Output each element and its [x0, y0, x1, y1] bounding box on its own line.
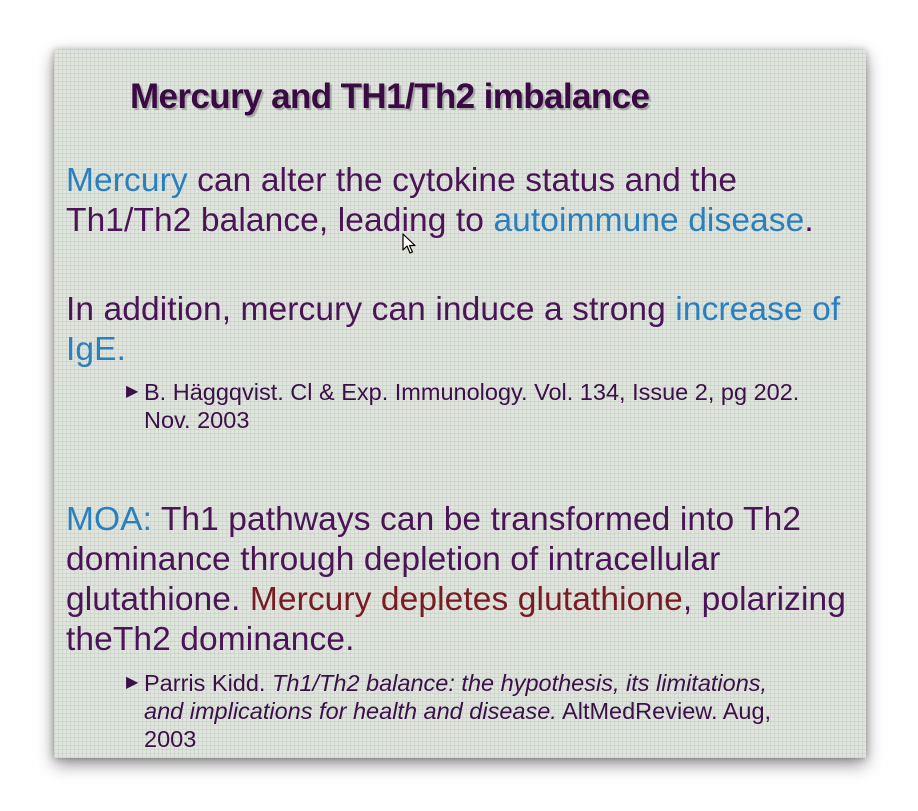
paragraph2-text: In addition, mercury can induce a strong [66, 291, 676, 328]
paragraph-ige [66, 290, 846, 370]
mouse-pointer-icon [402, 233, 416, 255]
paragraph1-period: . [804, 202, 814, 239]
reference1-text: B. Häggqvist. Cl & Exp. Immunology. Vol. 134, Issue 2, pg 202. Nov. 2003 [144, 379, 800, 433]
triangle-bullet-icon: ▶ [126, 674, 139, 691]
paragraph-moa [66, 500, 856, 660]
presentation-slide [54, 50, 866, 758]
reference2-author: Parris Kidd. [144, 670, 272, 696]
reference-kidd [126, 669, 786, 753]
highlight-ige: increase of IgE. [66, 291, 841, 368]
reference2-title: Th1/Th2 balance: the hypothesis, its limitations, and implications for health and disease. [144, 670, 768, 724]
triangle-bullet-icon: ▶ [126, 383, 139, 400]
slide-title: Mercury and TH1/Th2 imbalance [130, 77, 650, 116]
paragraph3-end: , polarizing theTh2 dominance. [66, 581, 847, 658]
highlight-autoimmune-disease: autoimmune disease [493, 202, 805, 239]
paragraph3-text: Th1 pathways can be transformed into Th2 dominance through depletion of intracellular glutathione. [66, 501, 802, 618]
paragraph1-text: can alter the cytokine status and the Th1/Th2 balance, leading to [66, 162, 738, 239]
highlight-moa: MOA: [66, 501, 153, 538]
highlight-mercury-depletes-glutathione: Mercury depletes glutathione [249, 581, 683, 618]
reference2-source: AltMedReview. Aug, 2003 [144, 698, 772, 752]
reference2-text [126, 669, 786, 753]
paragraph-mercury-cytokine [66, 161, 846, 241]
highlight-mercury: Mercury [66, 162, 188, 199]
reference-haggqvist [126, 378, 846, 434]
